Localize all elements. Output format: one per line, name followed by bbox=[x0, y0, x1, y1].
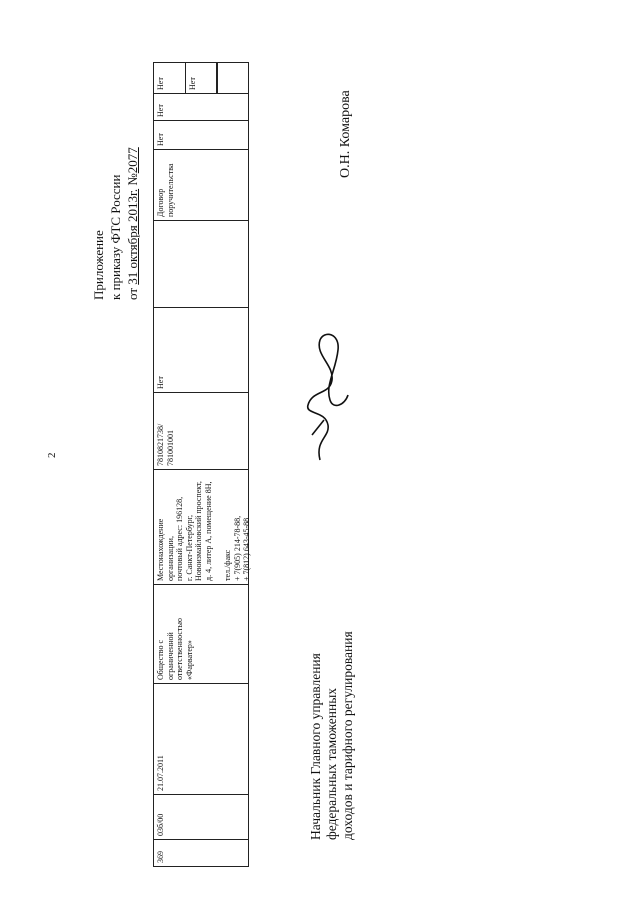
org-name-1: Общество с bbox=[156, 639, 165, 680]
cell-date: 21.07.2011 bbox=[153, 683, 249, 795]
cell-flag-blank bbox=[217, 62, 249, 94]
org-name-3: ответственностью bbox=[175, 617, 184, 680]
cell-flag-2: Нет bbox=[153, 93, 249, 121]
position-line-2: федеральных таможенных bbox=[324, 687, 339, 840]
phones-label: тел./факс bbox=[223, 549, 232, 581]
order-number: 2077 bbox=[125, 147, 140, 174]
doc-1: Договор bbox=[156, 188, 165, 217]
cell-doc bbox=[153, 149, 249, 221]
page-number: 2 bbox=[46, 452, 58, 458]
address-3: г. Санкт-Петербург, bbox=[184, 514, 194, 581]
signer-position bbox=[308, 631, 356, 840]
signature bbox=[300, 325, 360, 465]
cell-flag-3: Нет bbox=[153, 62, 249, 94]
org-name-2: ограниченной bbox=[165, 632, 175, 680]
address-4: Новоизмайловский проспект, bbox=[194, 481, 203, 581]
org-name-4: «Фарватер» bbox=[184, 640, 194, 680]
cell-reg-no: 369 bbox=[153, 839, 249, 867]
address-1: Местонахождение организации, bbox=[156, 518, 175, 581]
position-line-3: доходов и тарифного регулирования bbox=[340, 631, 355, 840]
cell-flag-4: Нет bbox=[185, 62, 217, 94]
appendix-title: Приложение bbox=[91, 230, 106, 300]
address-2: почтовый адрес: 196128, bbox=[175, 496, 184, 581]
phone-1: + 7(905) 214-78-88, bbox=[232, 515, 242, 581]
appendix-order-ref: к приказу ФТС России bbox=[108, 174, 123, 300]
appendix-date-line bbox=[124, 147, 141, 300]
order-date: 31 октября 2013г. bbox=[125, 188, 140, 285]
position-line-1: Начальник Главного управления bbox=[308, 653, 323, 840]
cell-branches: Нет bbox=[153, 307, 249, 393]
signer-name: О.Н. Комарова bbox=[338, 90, 353, 178]
cell-empty bbox=[153, 220, 249, 308]
cell-code: 03б/00 bbox=[153, 794, 249, 840]
appendix-header bbox=[90, 147, 141, 300]
cell-address bbox=[153, 469, 249, 585]
cell-flag-1: Нет bbox=[153, 120, 249, 150]
cell-org-name bbox=[153, 584, 249, 684]
registry-table bbox=[153, 62, 249, 867]
phone-2: + 7(812) 643-45-88 bbox=[242, 517, 251, 581]
date-prefix: от bbox=[125, 287, 140, 300]
doc-2: поручительства bbox=[165, 163, 175, 217]
address-5: д. 4, литер А, помещение 8Н, bbox=[203, 481, 213, 581]
kpp: 781001001 bbox=[165, 430, 175, 466]
number-prefix: № bbox=[125, 173, 140, 186]
cell-inn-kpp bbox=[153, 392, 249, 470]
inn: 7810821738/ bbox=[156, 423, 165, 466]
